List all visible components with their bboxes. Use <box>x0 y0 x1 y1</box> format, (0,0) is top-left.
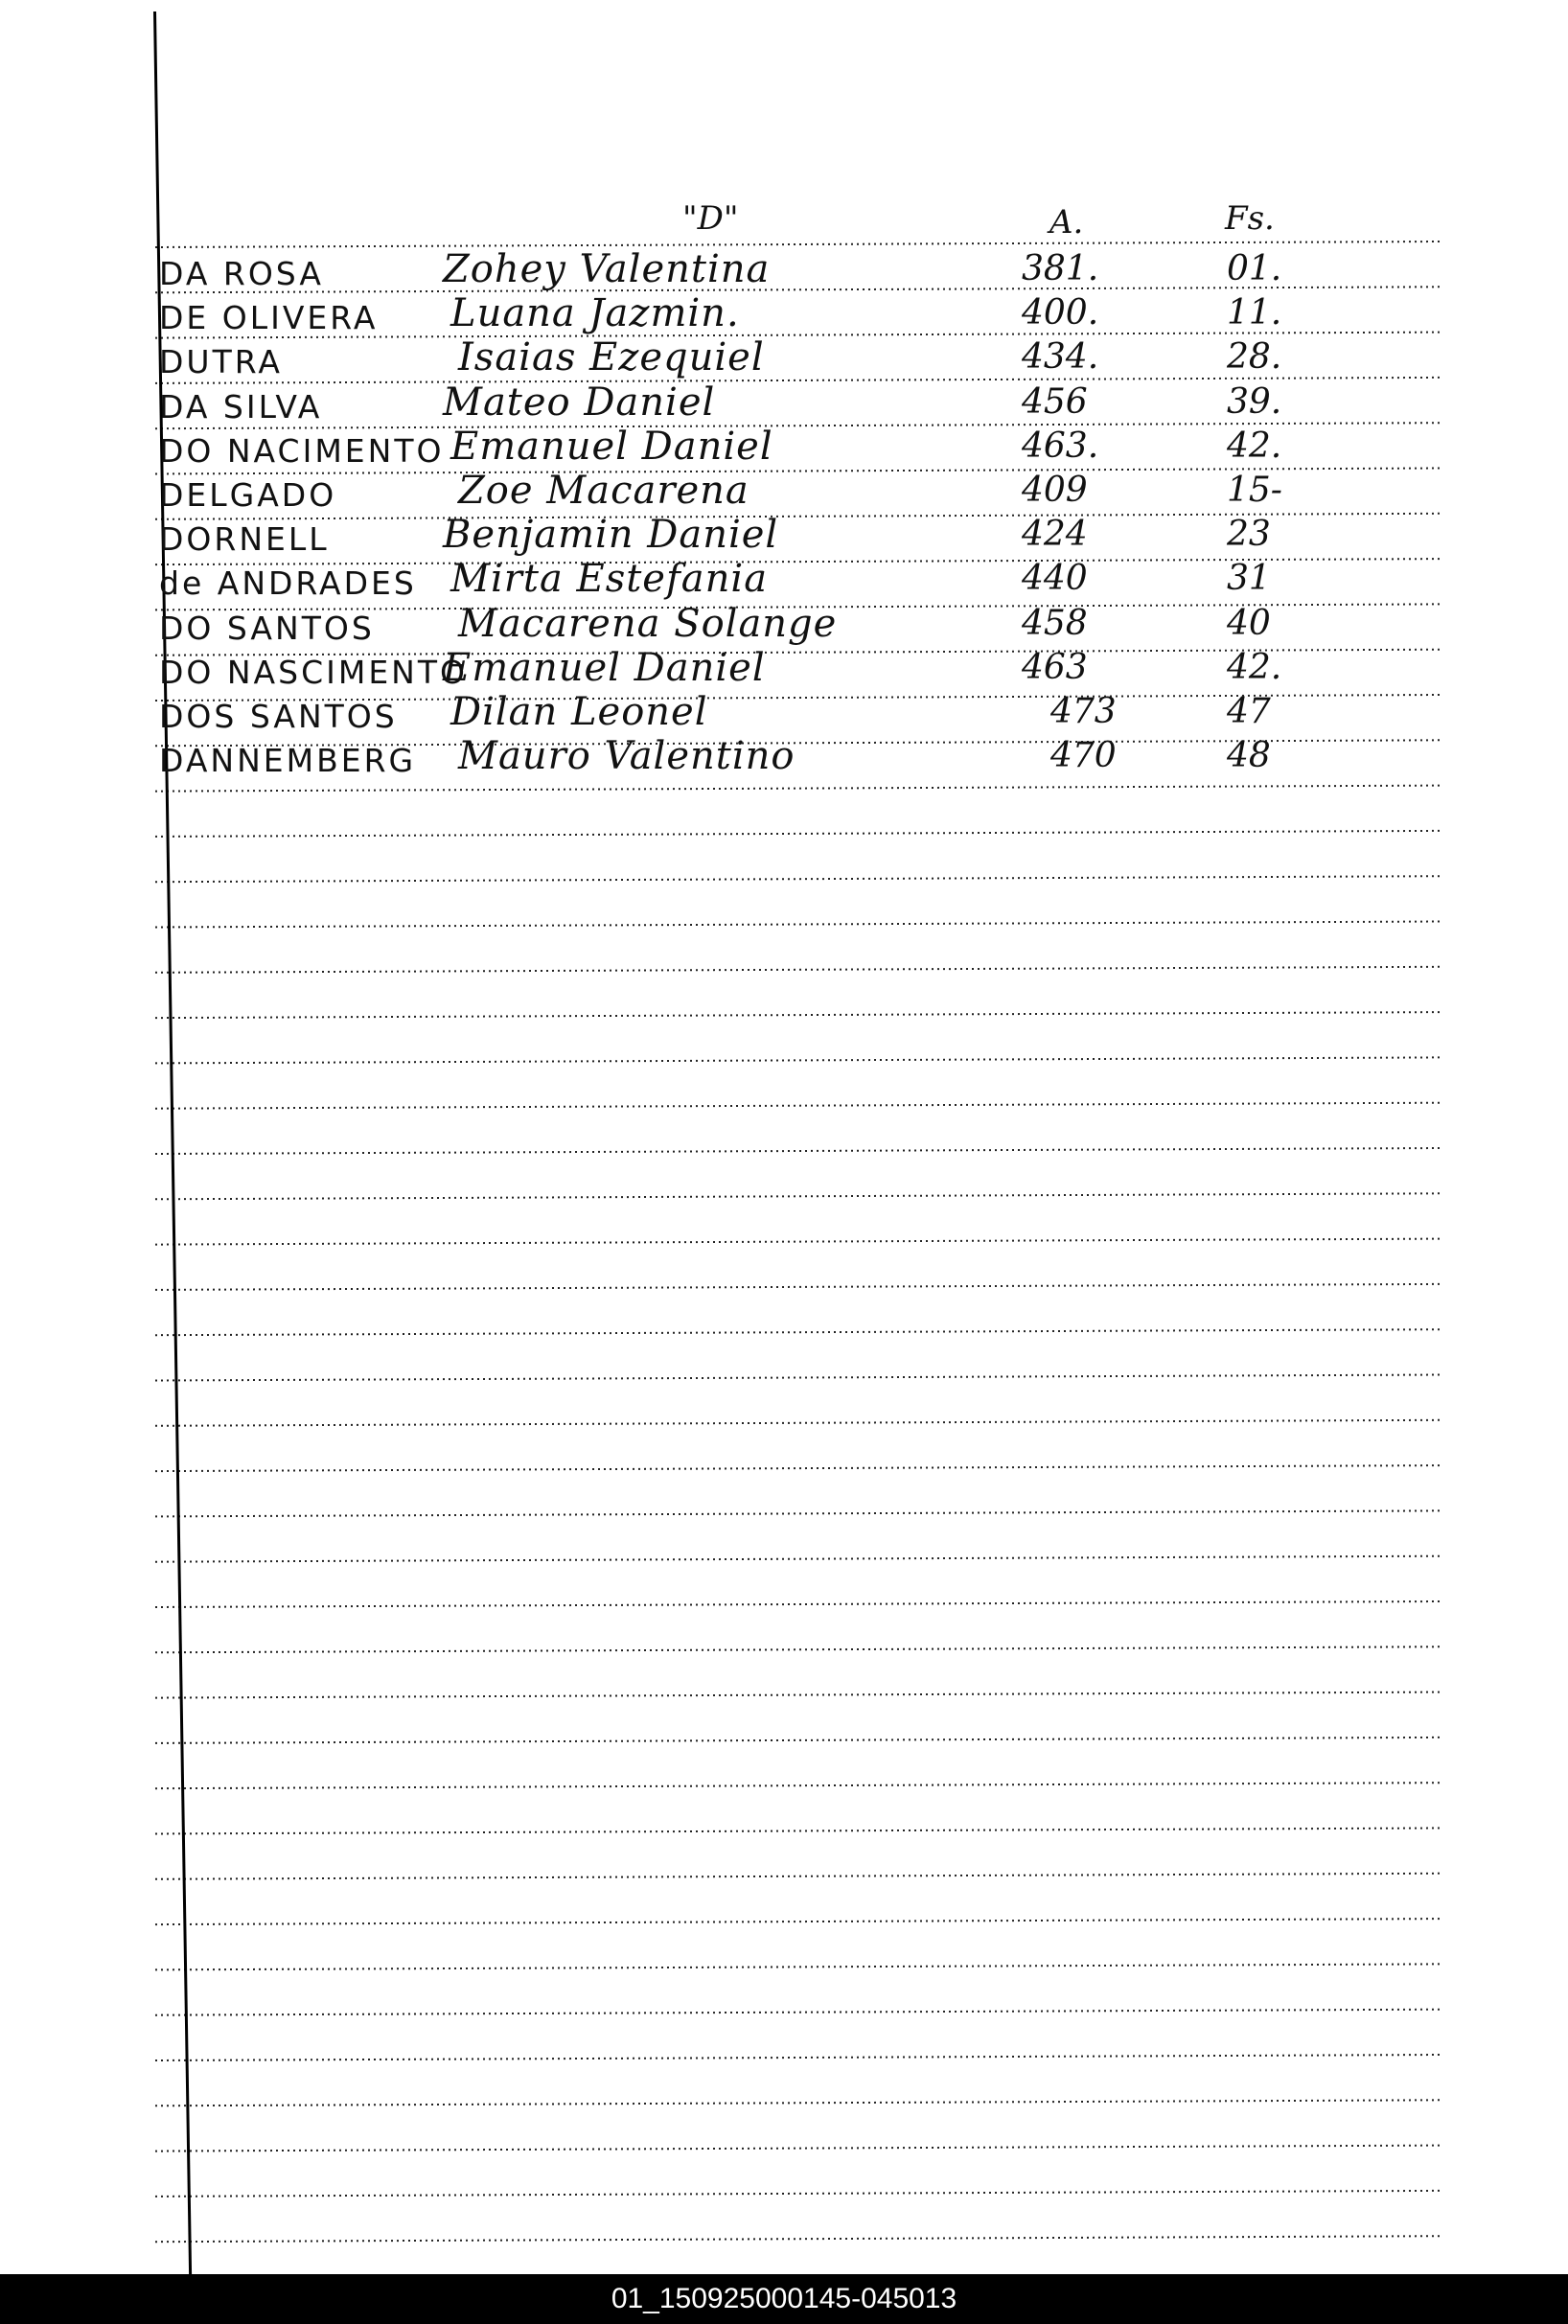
entry-given-name: Isaias Ezequiel <box>458 335 765 380</box>
entry-value-a: 463 <box>1022 647 1088 687</box>
entry-surname: DOS SANTOS <box>159 698 398 735</box>
entry-surname: DE OLIVERA <box>159 299 379 337</box>
ruled-line <box>155 1329 1440 1335</box>
column-header-a: A. <box>1049 203 1084 242</box>
ruled-line <box>155 2100 1440 2105</box>
entry-given-name: Mateo Daniel <box>443 380 716 425</box>
entry-given-name: Emanuel Daniel <box>450 424 773 469</box>
entry-value-a: 434. <box>1022 337 1099 378</box>
entry-given-name: Zoe Macarena <box>458 469 749 513</box>
entry-value-a: 456 <box>1022 381 1088 422</box>
entry-value-a: 381. <box>1022 249 1099 288</box>
ruled-line <box>155 1601 1440 1607</box>
entry-value-fs: 48 <box>1227 736 1271 776</box>
ruled-line <box>155 1420 1440 1426</box>
entry-value-a: 463. <box>1022 426 1099 466</box>
entry-given-name: Zohey Valentina <box>443 247 771 291</box>
entry-surname: DELGADO <box>159 476 337 514</box>
entry-value-a: 424 <box>1022 515 1088 555</box>
ruled-line <box>155 1646 1440 1652</box>
entry-value-a: 473 <box>1050 692 1117 731</box>
ruled-line <box>155 1465 1440 1471</box>
ruled-line <box>155 2055 1440 2060</box>
ruled-line <box>155 786 1440 792</box>
document-id-footer: 01_150925000145-045013 <box>0 2274 1568 2324</box>
entry-given-name: Benjamin Daniel <box>443 513 779 558</box>
entry-value-a: 409 <box>1022 471 1088 510</box>
ruled-line <box>155 2191 1440 2197</box>
entry-value-fs: 42. <box>1227 647 1282 687</box>
ruled-line <box>155 922 1440 928</box>
entry-given-name: Mirta Estefania <box>450 557 769 602</box>
ruled-line <box>155 1556 1440 1562</box>
ruled-line <box>155 2146 1440 2151</box>
entry-surname: DA SILVA <box>159 387 323 426</box>
ruled-line <box>155 1375 1440 1381</box>
ruled-line <box>155 1103 1440 1109</box>
entry-surname: DO NASCIMENTO <box>159 653 468 691</box>
section-letter: "D" <box>682 199 739 238</box>
entry-surname: DORNELL <box>159 520 330 559</box>
ruled-line <box>155 1510 1440 1516</box>
entry-value-fs: 40 <box>1227 603 1271 643</box>
entry-given-name: Mauro Valentino <box>458 734 796 779</box>
entry-value-fs: 47 <box>1227 692 1271 731</box>
ruled-line <box>155 1193 1440 1199</box>
entry-given-name: Emanuel Daniel <box>443 645 766 690</box>
entry-value-fs: 23 <box>1227 515 1271 555</box>
column-header-fs: Fs. <box>1225 199 1275 238</box>
entry-value-a: 400. <box>1022 293 1099 334</box>
ruled-line <box>155 1919 1440 1924</box>
entry-value-fs: 01. <box>1227 249 1282 288</box>
ruled-line <box>155 1783 1440 1788</box>
entry-given-name: Macarena Solange <box>458 601 838 646</box>
ruled-line <box>155 1284 1440 1290</box>
ruled-line <box>155 2236 1440 2242</box>
ruled-line <box>155 1057 1440 1063</box>
ruled-line <box>155 1239 1440 1245</box>
entry-surname: DA ROSA <box>159 255 324 292</box>
entry-surname: DUTRA <box>159 343 283 381</box>
entry-surname: DANNEMBERG <box>159 742 417 780</box>
entry-value-a: 440 <box>1022 559 1088 599</box>
ruled-line <box>155 1012 1440 1018</box>
ruled-line <box>155 242 1440 247</box>
ruled-line <box>155 967 1440 973</box>
ruled-line <box>155 876 1440 882</box>
ruled-line <box>155 1148 1440 1154</box>
ruled-line <box>155 1829 1440 1834</box>
entry-value-fs: 42. <box>1227 426 1282 466</box>
entry-given-name: Dilan Leonel <box>450 690 708 734</box>
ruled-line <box>155 1964 1440 1969</box>
entry-value-fs: 39. <box>1227 381 1282 422</box>
ruled-line <box>155 831 1440 837</box>
entry-value-fs: 11. <box>1227 293 1282 334</box>
entry-value-a: 470 <box>1050 736 1117 776</box>
entry-surname: DO SANTOS <box>159 609 375 647</box>
entry-given-name: Luana Jazmin. <box>450 291 740 336</box>
ruled-line <box>155 1874 1440 1879</box>
entry-value-a: 458 <box>1022 603 1088 643</box>
ruled-line <box>155 1692 1440 1698</box>
entry-value-fs: 31 <box>1227 559 1271 599</box>
entry-surname: DO NACIMENTO <box>159 431 445 470</box>
entry-value-fs: 28. <box>1227 337 1282 378</box>
entry-surname: de ANDRADES <box>159 564 417 603</box>
entry-value-fs: 15- <box>1227 471 1282 510</box>
ruled-line <box>155 1737 1440 1743</box>
ruled-line <box>155 2010 1440 2015</box>
